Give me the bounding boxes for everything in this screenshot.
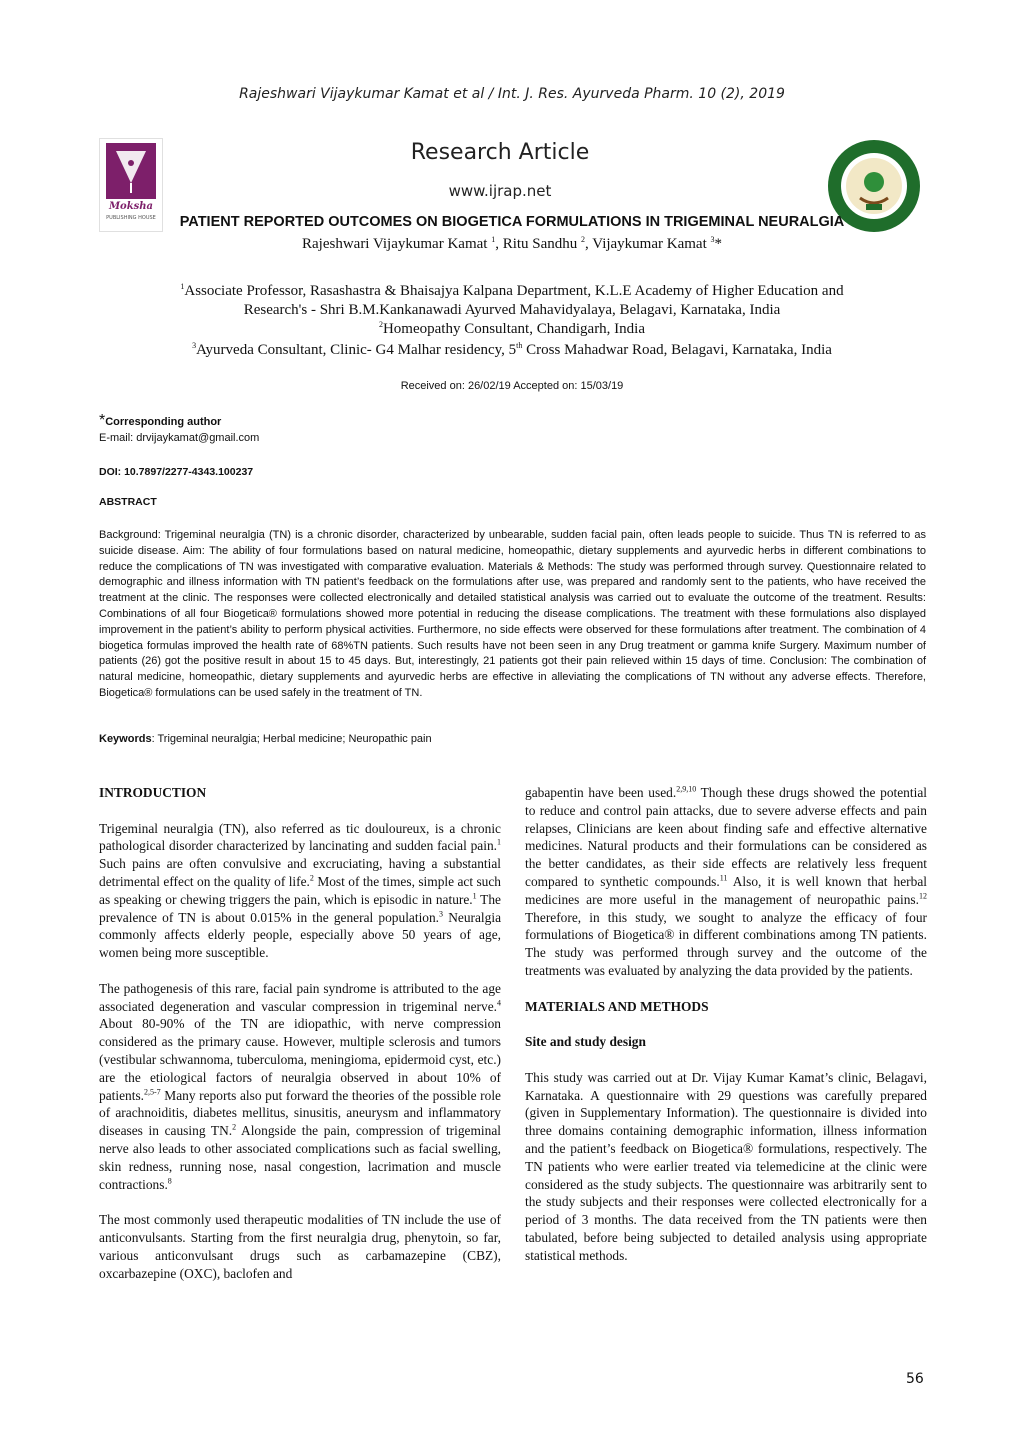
intro-paragraph-2 xyxy=(99,980,501,1194)
affiliation-2 xyxy=(0,320,1024,339)
affiliation-3 xyxy=(0,341,1024,360)
affiliation-3-num: 3 xyxy=(192,341,197,350)
citation: 4 xyxy=(497,998,501,1008)
doi[interactable]: DOI: 10.7897/2277-4343.100237 xyxy=(99,466,254,478)
affiliation-1-line1 xyxy=(0,282,1024,301)
methods-heading: MATERIALS AND METHODS xyxy=(525,998,709,1014)
author-line xyxy=(0,235,1024,254)
left-column xyxy=(99,784,501,1300)
moksha-sub: PUBLISHING HOUSE xyxy=(106,215,156,221)
text: Most of the times, simple act such as speaking or chewing triggers the pain, which is episodic in nature. xyxy=(99,873,502,907)
affiliation-1-num: 1 xyxy=(180,282,185,291)
corresponding-star: * xyxy=(714,236,722,252)
journal-url[interactable]: www.ijrap.net xyxy=(448,182,552,200)
citation: 2 xyxy=(232,1122,237,1132)
text: The prevalence of TN is about 0.015% in the general population. xyxy=(99,891,501,925)
text: The pathogenesis of this rare, facial pain syndrome is attributed to the age associated degeneration and vascular compression in trigeminal nerve. xyxy=(99,980,501,1014)
corresponding-author xyxy=(99,412,221,430)
citation: 2 xyxy=(309,873,314,883)
abstract-text: Background: Trigeminal neuralgia (TN) is a chronic disorder, characterized by unbearable, sudden facial pain, often leads people to suicide. Thus TN is referred to as suicide disease. Aim: The ability of four formulations based on natural medicine, homeopathic, dietary supplements and ayurvedic herbs in different combinations to reduce the complications of TN was investigated with comparative evaluation. Materials & Methods: The study was performed through survey. Questionnaire related to demographic and illness information with TN patient’s feedback on the formulations after use, was prepared and randomly sent to the patients, who have received the treatment at the clinic. The responses were collected electronically and detailed statistical analysis was carried out to evaluate the outcome of the treatment. Results: Combinations of all four Biogetica® formulations showed more potential in reducing the disease complications. The treatment with these formulations also displayed improvement in the patient’s ability to perform physical activities. Furthermore, no side effects were observed for these formulations after treatment. The combination of 4 biogetica formulas improved the health rate of 68%TN patients. Such results have not been seen in any Drug treatment or gamma knife Surgery. Maximum number of patients (26) got the positive result in about 15 to 45 days. But, interestingly, 21 patients got their pain relieved within 15 days of time. Conclusion: The combination of natural medicine, homeopathic, dietary supplements and ayurvedic herbs are effective in alleviating the complications of TN without any adverse effects. Therefore, Biogetica® formulations can be used safely in the treatment of TN. xyxy=(99,529,926,699)
author-3-affil: 3 xyxy=(710,235,715,244)
abstract-heading: ABSTRACT xyxy=(99,496,157,508)
text: Neuralgia commonly affects elderly people, especially above 50 years of age, women being more susceptible. xyxy=(99,909,502,961)
affiliation-3-text-b: Cross Mahadwar Road, Belagavi, Karnataka, India xyxy=(522,342,832,358)
keywords-label: Keywords xyxy=(99,733,152,745)
intro-paragraph-4 xyxy=(525,784,927,980)
corresponding-star-mark: * xyxy=(99,412,106,429)
affiliation-1-line2: Research's - Shri B.M.Kankanawadi Ayurved Mahavidyalaya, Belagavi, Karnataka, India xyxy=(243,302,781,318)
citation: 1 xyxy=(497,837,501,847)
citation: 2,5-7 xyxy=(144,1087,161,1097)
citation: 12 xyxy=(919,891,927,901)
corresponding-label: Corresponding author xyxy=(105,416,222,428)
affiliation-2-num: 2 xyxy=(378,320,383,329)
article-type: Research Article xyxy=(410,140,590,165)
affiliation-2-text: Homeopathy Consultant, Chandigarh, India xyxy=(382,321,646,337)
intro-paragraph-1 xyxy=(99,820,501,962)
citation: 3 xyxy=(439,909,444,919)
author-3: , Vijaykumar Kamat xyxy=(585,236,711,252)
citation: 8 xyxy=(167,1176,172,1186)
citation: 11 xyxy=(719,873,728,883)
text: Many reports also put forward the theories of the possible role of arachnoiditis, diabetes mellitus, sinusitis, aneurysm and inflammatory diseases in causing TN. xyxy=(99,1087,501,1139)
text: Alongside the pain, compression of trigeminal nerve also leads to other associated complications such as facial swelling, skin redness, running nose, nasal congestion, lacrimation and muscle contractions. xyxy=(99,1123,501,1192)
affiliation-3-th: th xyxy=(516,341,523,350)
text: About 80-90% of the TN are idiopathic, with nerve compression considered as the primary cause. However, multiple sclerosis and tumors (vestibular schwannoma, tuberculoma, meningioma, epidermoid cyst, etc.) are the etiological factors of neuralgia observed in about 10% of patients. xyxy=(99,1016,501,1103)
running-head: Rajeshwari Vijaykumar Kamat et al / Int. J. Res. Ayurveda Pharm. 10 (2), 2019 xyxy=(239,86,785,102)
intro-paragraph-3: The most commonly used therapeutic modalities of TN include the use of anticonvulsants. Starting from the first neuralgia drug, phenytoin, so far, various anticonvulsant drugs such as carbamazepine (CBZ), oxcarbazepine (OXC), baclofen and xyxy=(99,1212,501,1281)
right-column xyxy=(525,784,927,1282)
author-2-affil: 2 xyxy=(581,235,586,244)
moksha-brand: Moksha xyxy=(108,201,154,212)
citation: 1 xyxy=(472,891,477,901)
affiliation-1-text: Associate Professor, Rasashastra & Bhaisajya Kalpana Department, K.L.E Academy of Higher Education and xyxy=(184,283,844,299)
author-1: Rajeshwari Vijaykumar Kamat xyxy=(302,236,492,252)
affiliation-3-text-a: Ayurveda Consultant, Clinic- G4 Malhar residency, 5 xyxy=(196,342,517,358)
text: Therefore, in this study, we sought to analyze the efficacy of four formulations of Biogetica® in different combinations among TN patients. The study was performed through survey and the outcome of the treatments was evaluated by analyzing the data provided by the patients. xyxy=(525,909,927,978)
text: Also, it is well known that herbal medicines are more useful in the management of neuropathic pains. xyxy=(525,873,927,907)
text: gabapentin have been used. xyxy=(525,785,677,800)
site-study-heading: Site and study design xyxy=(525,1034,646,1050)
author-2: , Ritu Sandhu xyxy=(495,236,582,252)
author-1-affil: 1 xyxy=(491,235,496,244)
keywords-text: : Trigeminal neuralgia; Herbal medicine; Neuropathic pain xyxy=(151,733,432,745)
citation: 2,9,10 xyxy=(676,784,697,794)
text: Though these drugs showed the potential to reduce and control pain attacks, due to severe adverse effects and pain relapses, Clinicians are keen about finding safe and effective alternative medicines. Natural products and their formulations can be considered as the better candidates, as their side effects are relatively less frequent compared to synthetic compounds. xyxy=(525,785,927,889)
text: Such pains are often convulsive and excruciating, having a substantial detrimental effect on the quality of life. xyxy=(99,856,501,889)
page-number: 56 xyxy=(906,1371,924,1387)
corresponding-email[interactable]: E-mail: drvijaykamat@gmail.com xyxy=(99,432,260,444)
text: Trigeminal neuralgia (TN), also referred as tic douloureux, is a chronic pathological disorder characterized by lancinating and sudden facial pain. xyxy=(99,820,501,854)
intro-heading: INTRODUCTION xyxy=(99,785,207,800)
paper-title: PATIENT REPORTED OUTCOMES ON BIOGETICA FORMULATIONS IN TRIGEMINAL NEURALGIA xyxy=(179,214,845,230)
received-dates: Received on: 26/02/19 Accepted on: 15/03/19 xyxy=(400,380,624,392)
keywords xyxy=(99,733,432,745)
methods-paragraph-1: This study was carried out at Dr. Vijay Kumar Kamat’s clinic, Belagavi, Karnataka. A questionnaire with 29 questions was carefully prepared (given in Supplementary Information). The questionnaire is divided into three domains containing demographic information, illness information and the patient’s feedback on Biogetica® formulations, respectively. The TN patients who were earlier treated via telemedicine at the clinic were considered as the study subjects. The questionnaire was arbitrarily sent to the study subjects and their responses were collected electronically for a period of 3 months. The data received from the TN patients were then tabulated, before being subjected to detailed analysis using appropriate statistical methods. xyxy=(525,1069,927,1263)
